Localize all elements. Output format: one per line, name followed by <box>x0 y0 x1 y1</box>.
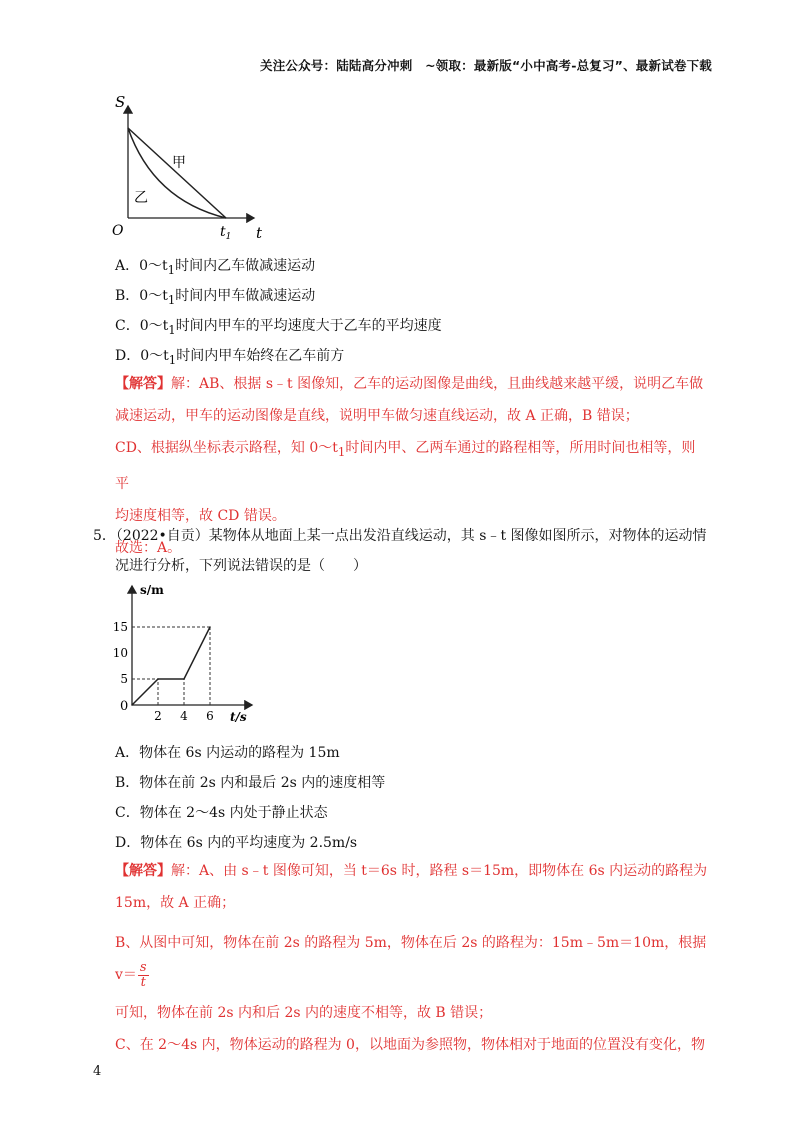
x-tick-label-2: 2 <box>154 709 162 723</box>
q5-stem: 5．（2022•自贡）某物体从地面上某一点出发沿直线运动，其 s﹣t 图像如图所示，对物体的运动情 况进行分析，下列说法错误的是（ ） <box>93 528 707 574</box>
q4-option-b[interactable]: B．$0\sim t_1$时间内甲车做减速运动 <box>115 288 316 307</box>
y-tick-label-5: 5 <box>120 672 128 686</box>
label-yi: 乙 <box>134 190 148 206</box>
origin-label: O <box>112 223 124 239</box>
chart-ylabel: s/m <box>140 583 164 597</box>
x-tick-label-6: 6 <box>206 709 214 723</box>
series-line <box>132 627 210 705</box>
q5-answer: 【解答】解：A、由 s﹣t 图像可知，当 t＝6s 时，路程 s＝15m，即物体在 6s 内运动的路程为 15m，故 A 正确； B、从图中可知，物体在前 2s 的路程为 5m，物体在后 2s 的路程为：15m﹣5m＝10m，根据 v＝ $\frac{s}{t}$ 可知，物体在前 2s 内和后 2s 内的速度不相等，故 B 错误； C、在 2～4s 内，物体运动的路程为 0，以地面为参照物，物体相对于地面的位置没有变化，物 <box>115 863 708 1053</box>
data-point-3 <box>209 626 211 628</box>
q5-option-b[interactable]: B．物体在前 2s 内和最后 2s 内的速度相等 <box>115 775 386 791</box>
x-tick-label-4: 4 <box>180 709 188 723</box>
q5-option-c[interactable]: C．物体在 2～4s 内处于静止状态 <box>115 805 328 821</box>
label-jia: 甲 <box>172 155 186 171</box>
data-point-2 <box>183 678 185 680</box>
x-axis-label: t <box>256 224 263 242</box>
data-point-1 <box>157 678 159 680</box>
st-chart <box>112 580 272 730</box>
q5-option-a[interactable]: A．物体在 6s 内运动的路程为 15m <box>115 745 340 761</box>
y-tick-label-15: 15 <box>112 620 128 634</box>
q4-answer: 【解答】解：AB、根据 s﹣t 图像知，乙车的运动图像是曲线，且曲线越来越平缓，说明乙车做 减速运动，甲车的运动图像是直线，说明甲车做匀速直线运动，故 A 正确，B 错误； CD、根据纵坐标表示路程，知 $0\sim t_1$时间内甲、乙两车通过的路程相等，所用时间也相等，则平 均速度相等，故 CD 错误。 故选：A。 <box>115 376 704 556</box>
t1-label: $t_1$ <box>220 224 232 242</box>
velocity-fraction: $\frac{s}{t}$ <box>139 959 147 990</box>
chart-origin-label: 0 <box>120 699 129 714</box>
y-tick-label-10: 10 <box>112 646 128 660</box>
chart-xlabel: t/s <box>230 710 247 724</box>
q4-option-d[interactable]: D．$0\sim t_1$时间内甲车始终在乙车前方 <box>115 348 345 367</box>
y-axis-label: S <box>115 93 126 111</box>
q4-option-a[interactable]: A．$0\sim t_1$时间内乙车做减速运动 <box>115 258 316 277</box>
q5-option-d[interactable]: D．物体在 6s 内的平均速度为 2.5m/s <box>115 835 358 851</box>
graph-jia-yi <box>108 92 268 247</box>
page-number: 4 <box>93 1064 102 1079</box>
q4-option-c[interactable]: C．$0\sim t_1$时间内甲车的平均速度大于乙车的平均速度 <box>115 318 442 337</box>
page-header: 关注公众号：陆陆高分冲刺 ~领取：最新版“小中高考-总复习”、最新试卷下载 <box>260 58 712 73</box>
data-point-0 <box>131 704 133 706</box>
